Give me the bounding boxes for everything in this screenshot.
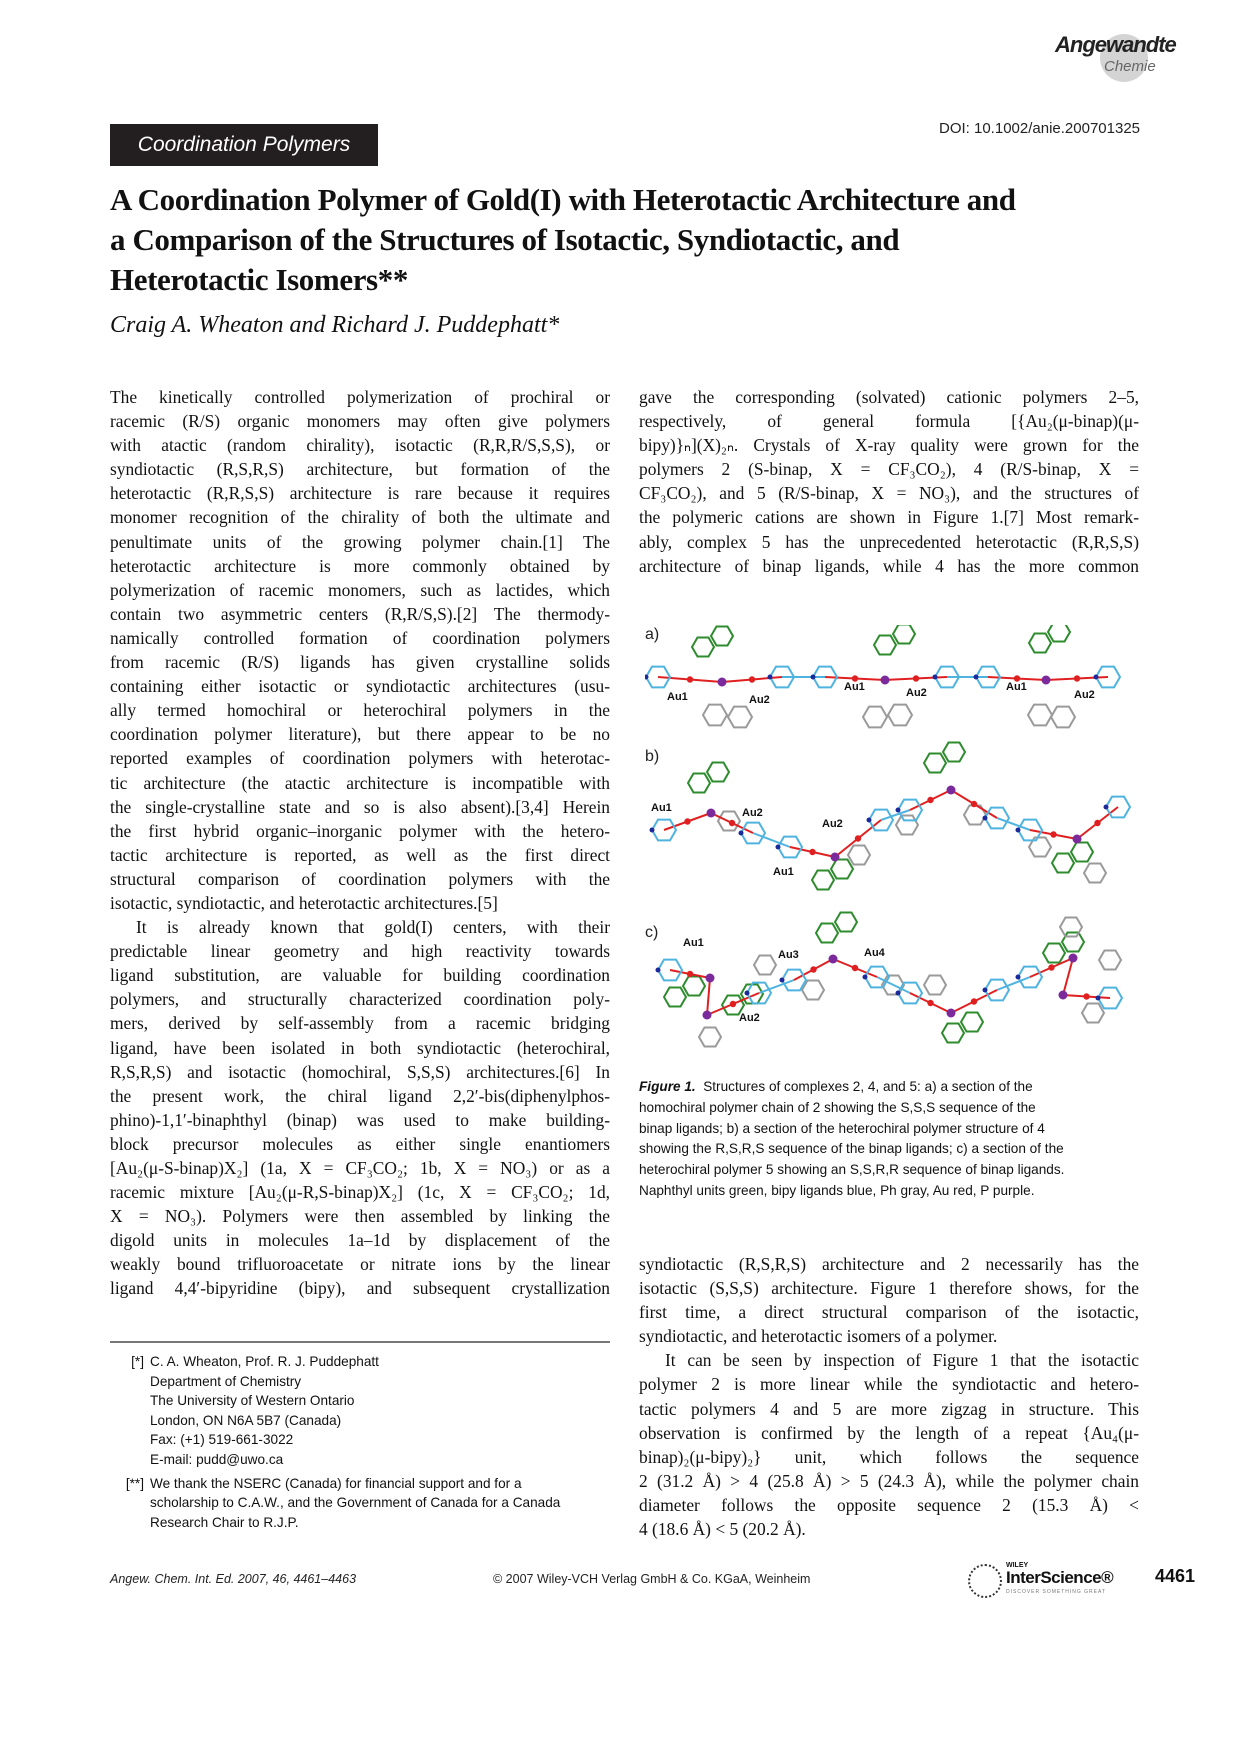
body-text-line: [Au₂(μ-S-binap)X₂] (1a, X = CF₃CO₂; 1b, X = NO₃) or as a bbox=[110, 1158, 610, 1178]
atom-label: Au2 bbox=[1074, 689, 1095, 701]
body-text-line: tic architecture (the atactic architecture is incompatible with bbox=[110, 772, 610, 793]
footnote-line: Research Chair to R.J.P. bbox=[150, 1514, 299, 1530]
naphthyl-ring bbox=[664, 988, 686, 1007]
caption-label: Figure 1. bbox=[639, 1079, 696, 1094]
body-text-line: tactic polymers 4 and 5 are more zigzag in structure. This bbox=[639, 1398, 1139, 1419]
atom-label: Au1 bbox=[667, 691, 688, 703]
naphthyl-ring bbox=[893, 625, 915, 644]
phenyl-ring bbox=[1084, 864, 1106, 883]
phenyl-ring bbox=[896, 816, 918, 835]
phosphorus-atom bbox=[829, 955, 838, 964]
body-text-line: ligand, have been isolated in both syndiotactic (heterochiral, bbox=[110, 1037, 610, 1058]
body-text-line: ally termed homochiral or heterochiral polymers in the bbox=[110, 700, 610, 721]
title-line: Heterotactic Isomers** bbox=[110, 262, 408, 297]
body-text-line: structural comparison of coordination polymers with the bbox=[110, 868, 610, 889]
phenyl-ring bbox=[1051, 707, 1075, 728]
phosphorus-atom bbox=[707, 809, 716, 818]
body-text-line: respectively, of general formula [{Au₂(μ-binap)(μ- bbox=[639, 411, 1139, 432]
body-text-line: phino)-1,1′-binaphthyl (binap) was used to make building- bbox=[110, 1109, 610, 1130]
phosphorus-atom bbox=[1069, 954, 1078, 963]
naphthyl-ring bbox=[688, 774, 710, 793]
nitrogen-atom bbox=[1104, 805, 1109, 810]
body-text-line: 2 (31.2 Å) > 4 (25.8 Å) > 5 (24.3 Å), while the polymer chain bbox=[639, 1470, 1139, 1491]
phenyl-ring bbox=[863, 707, 887, 728]
naphthyl-ring bbox=[683, 977, 705, 996]
section-tag: Coordination Polymers bbox=[110, 124, 378, 166]
gold-atom bbox=[684, 818, 690, 824]
logo-wiley: WILEY bbox=[1006, 1562, 1029, 1569]
caption-line: homochiral polymer chain of 2 showing the S,S,S sequence of the bbox=[639, 1099, 1036, 1115]
body-text-line: namically controlled formation of coordination polymers bbox=[110, 627, 610, 648]
body-text-line: containing either isotactic or syndiotactic architectures (usu- bbox=[110, 676, 610, 697]
body-text-line: CF₃CO₂), and 5 (R/S-binap, X = NO₃), and the structures of bbox=[639, 483, 1139, 504]
naphthyl-ring bbox=[1043, 944, 1065, 963]
footnote-line: E-mail: pudd@uwo.ca bbox=[150, 1451, 284, 1467]
nitrogen-atom bbox=[1094, 675, 1099, 680]
body-text-line: ligand 4,4′-bipyridine (bipy), and subsequent crystallization bbox=[110, 1278, 610, 1299]
body-text-line: ligand substitution, are valuable for building coordination bbox=[110, 965, 610, 986]
gold-atom bbox=[1050, 831, 1056, 837]
atom-label: Au1 bbox=[1006, 681, 1027, 693]
page-number: 4461 bbox=[1155, 1566, 1196, 1586]
gold-atom bbox=[927, 797, 933, 803]
phenyl-ring bbox=[924, 976, 946, 995]
footnote-line: Department of Chemistry bbox=[150, 1373, 302, 1389]
gold-atom bbox=[971, 801, 977, 807]
phosphorus-atom bbox=[881, 676, 890, 685]
body-text-line: block precursor molecules as either single enantiomers bbox=[110, 1133, 610, 1154]
phenyl-ring bbox=[1060, 918, 1082, 937]
nitrogen-atom bbox=[650, 828, 655, 833]
atom-label: Au1 bbox=[651, 802, 672, 814]
footer-copyright: © 2007 Wiley-VCH Verlag GmbH & Co. KGaA, Weinheim bbox=[493, 1572, 811, 1586]
naphthyl-ring bbox=[943, 743, 965, 762]
naphthyl-ring bbox=[1071, 843, 1093, 862]
interscience-logo[interactable] bbox=[968, 1562, 1148, 1598]
gold-atom bbox=[729, 820, 735, 826]
body-text-line: weakly bound trifluoroacetate or nitrate ions by the linear bbox=[110, 1254, 610, 1275]
gold-atom bbox=[809, 849, 815, 855]
body-text-line: heterotactic architecture is more commonly obtained by bbox=[110, 555, 610, 576]
body-text-line: syndiotactic, and heterotactic isomers of a polymer. bbox=[639, 1326, 998, 1347]
footnote-line: We thank the NSERC (Canada) for financial support and for a bbox=[150, 1475, 522, 1491]
bond bbox=[753, 833, 790, 847]
nitrogen-atom bbox=[776, 845, 781, 850]
naphthyl-ring bbox=[711, 627, 733, 646]
gold-atom bbox=[1083, 993, 1089, 999]
panel-label-a: a) bbox=[645, 626, 660, 643]
phosphorus-atom bbox=[1042, 676, 1051, 685]
nitrogen-atom bbox=[933, 675, 938, 680]
body-text-line: the present work, the chiral ligand 2,2′-bis(diphenylphos- bbox=[110, 1085, 610, 1106]
naphthyl-ring bbox=[924, 754, 946, 773]
atom-label: Au2 bbox=[906, 687, 927, 699]
body-text-line: the first hybrid organic–inorganic polymer with the hetero- bbox=[110, 820, 610, 841]
footnote-line: London, ON N6A 5B7 (Canada) bbox=[150, 1412, 342, 1428]
naphthyl-ring bbox=[942, 1024, 964, 1043]
body-text-line: the polymeric cations are shown in Figure 1.[7] Most remark- bbox=[639, 507, 1139, 528]
phenyl-ring bbox=[703, 705, 727, 726]
nitrogen-atom bbox=[863, 975, 868, 980]
phenyl-ring bbox=[888, 705, 912, 726]
phosphorus-atom bbox=[703, 1011, 712, 1020]
authors: Craig A. Wheaton and Richard J. Puddephatt* bbox=[110, 312, 560, 338]
atom-label: Au2 bbox=[822, 818, 843, 830]
naphthyl-ring bbox=[816, 924, 838, 943]
figure-1-structures bbox=[645, 625, 1135, 1070]
phosphorus-atom bbox=[718, 678, 727, 687]
phenyl-ring bbox=[728, 707, 752, 728]
body-text-line: digold units in molecules 1a–1d by displacement of the bbox=[110, 1230, 610, 1251]
caption-line: Naphthyl units green, bipy ligands blue, Ph gray, Au red, P purple. bbox=[639, 1182, 1035, 1198]
phosphorus-atom bbox=[1059, 991, 1068, 1000]
gold-atom bbox=[749, 676, 755, 682]
nitrogen-atom bbox=[739, 831, 744, 836]
gold-atom bbox=[1094, 820, 1100, 826]
caption-line: heterochiral polymer 5 showing an S,S,R,R sequence of binap ligands. bbox=[639, 1162, 1065, 1178]
caption-line: showing the R,S,R,S sequence of the binap ligands; c) a section of the bbox=[639, 1141, 1064, 1157]
atom-label: Au3 bbox=[778, 949, 799, 961]
body-text-line: reported examples of coordination polymers with heterotac- bbox=[110, 748, 610, 769]
gold-atom bbox=[852, 965, 858, 971]
phenyl-ring bbox=[1099, 951, 1121, 970]
nitrogen-atom bbox=[745, 991, 750, 996]
nitrogen-atom bbox=[1016, 828, 1021, 833]
body-text-line: penultimate units of the growing polymer chain.[1] The bbox=[110, 531, 610, 552]
atom-label: Au1 bbox=[844, 681, 865, 693]
panel-label-c: c) bbox=[645, 924, 659, 941]
body-text-line: polymers, and structurally characterized coordination poly- bbox=[110, 989, 610, 1010]
phenyl-ring bbox=[699, 1028, 721, 1047]
caption-line: Structures of complexes 2, 4, and 5: a) a section of the bbox=[703, 1079, 1033, 1094]
phenyl-ring bbox=[1028, 705, 1052, 726]
nitrogen-atom bbox=[1096, 996, 1101, 1001]
atom-label: Au2 bbox=[739, 1012, 760, 1024]
nitrogen-atom bbox=[656, 968, 661, 973]
naphthyl-ring bbox=[1052, 854, 1074, 873]
title-line: a Comparison of the Structures of Isotactic, Syndiotactic, and bbox=[110, 222, 900, 257]
nitrogen-atom bbox=[983, 988, 988, 993]
phosphorus-atom bbox=[1073, 835, 1082, 844]
nitrogen-atom bbox=[974, 675, 979, 680]
body-text-line: syndiotactic (R,S,R,S) architecture and 2 necessarily has the bbox=[639, 1254, 1139, 1274]
naphthyl-ring bbox=[812, 871, 834, 890]
footnote-line: Fax: (+1) 519-661-3022 bbox=[150, 1432, 294, 1448]
body-right-column-top bbox=[639, 385, 1139, 578]
gold-atom bbox=[913, 675, 919, 681]
body-right-column-bottom bbox=[639, 1252, 1139, 1541]
phenyl-ring bbox=[1082, 1004, 1104, 1023]
nitrogen-atom bbox=[1016, 975, 1021, 980]
body-text-line: monomer recognition of the chirality of both the ultimate and bbox=[110, 507, 610, 528]
gold-atom bbox=[855, 835, 861, 841]
atom-label: Au4 bbox=[864, 947, 885, 959]
footer-citation: Angew. Chem. Int. Ed. 2007, 46, 4461–4463 bbox=[110, 1572, 357, 1586]
footnote-mark: [**] bbox=[125, 1475, 144, 1491]
body-text-line: R,S,R,S) and isotactic (homochiral, S,S,S) architectures.[6] In bbox=[110, 1061, 610, 1082]
body-left-column bbox=[110, 385, 610, 1301]
naphthyl-ring bbox=[1048, 625, 1070, 642]
gold-atom bbox=[1074, 675, 1080, 681]
naphthyl-ring bbox=[692, 638, 714, 657]
footnote bbox=[110, 1352, 630, 1470]
bond bbox=[707, 978, 710, 1015]
phenyl-ring bbox=[802, 981, 824, 1000]
phosphorus-atom bbox=[947, 786, 956, 795]
body-text-line: predictable linear geometry and high reactivity towards bbox=[110, 941, 610, 962]
naphthyl-ring bbox=[707, 763, 729, 782]
footnote-line: The University of Western Ontario bbox=[150, 1393, 355, 1409]
footnote-line: C. A. Wheaton, Prof. R. J. Puddephatt bbox=[150, 1354, 379, 1369]
atom-label: Au2 bbox=[749, 694, 770, 706]
logo-interscience: InterScience® bbox=[1006, 1568, 1114, 1587]
logo-sub-text: Chemie bbox=[1104, 58, 1156, 75]
body-text-line: syndiotactic (R,S,R,S) architecture, but formation of the bbox=[110, 459, 610, 480]
footnote-mark: [*] bbox=[131, 1354, 144, 1369]
body-text-line: mers, derived by self-assembly from a racemic bridging bbox=[110, 1013, 610, 1034]
body-text-line: contain two asymmetric centers (R,R/S,S).[2] The thermody- bbox=[110, 603, 610, 624]
nitrogen-atom bbox=[867, 818, 872, 823]
body-text-line: bipy)}ₙ](X)₂ₙ. Crystals of X-ray quality were grown for the bbox=[639, 435, 1139, 456]
caption-line: binap ligands; b) a section of the heterochiral polymer structure of 4 bbox=[639, 1120, 1045, 1136]
panel-label-b: b) bbox=[645, 748, 660, 765]
body-text-line: polymerization of racemic monomers, such as lactides, which bbox=[110, 579, 610, 600]
gold-atom bbox=[687, 971, 693, 977]
body-text-line: observation is confirmed by the length of a repeat {Au₄(μ- bbox=[639, 1422, 1139, 1443]
gold-atom bbox=[730, 1001, 736, 1007]
body-text-line: It is already known that gold(I) centers, with their bbox=[136, 917, 610, 938]
phenyl-ring bbox=[848, 846, 870, 865]
title-line: A Coordination Polymer of Gold(I) with Heterotactic Architecture and bbox=[110, 182, 1016, 217]
gold-atom bbox=[810, 966, 816, 972]
nitrogen-atom bbox=[896, 808, 901, 813]
body-text-line: 4 (18.6 Å) < 5 (20.2 Å). bbox=[639, 1519, 806, 1540]
body-text-line: isotactic (S,S,S) architecture. Figure 1 therefore shows, for the bbox=[639, 1278, 1139, 1299]
naphthyl-ring bbox=[835, 913, 857, 932]
phosphorus-atom bbox=[831, 853, 840, 862]
figure-1 bbox=[645, 625, 1135, 1070]
body-text-line: architecture of binap ligands, while 4 has the more common bbox=[639, 555, 1139, 576]
globe-icon bbox=[968, 1564, 1002, 1598]
footnotes bbox=[110, 1352, 630, 1536]
body-text-line: polymer 2 is more linear while the syndiotactic and hetero- bbox=[639, 1374, 1139, 1395]
nitrogen-atom bbox=[896, 991, 901, 996]
atom-label: Au1 bbox=[683, 937, 704, 949]
body-text-line: racemic (R/S) organic monomers may often give polymers bbox=[110, 411, 610, 432]
phosphorus-atom bbox=[706, 974, 715, 983]
nitrogen-atom bbox=[983, 816, 988, 821]
naphthyl-ring bbox=[961, 1013, 983, 1032]
body-text-line: gave the corresponding (solvated) cationic polymers 2–5, bbox=[639, 387, 1139, 407]
bond bbox=[1063, 958, 1073, 995]
body-text-line: from racemic (R/S) ligands has given crystalline solids bbox=[110, 652, 610, 673]
phosphorus-atom bbox=[947, 1009, 956, 1018]
nitrogen-atom bbox=[811, 675, 816, 680]
phenyl-ring bbox=[754, 956, 776, 975]
body-text-line: heterotactic (R,R,S,S) architecture is rare because it requires bbox=[110, 483, 610, 504]
footnote-divider bbox=[110, 1341, 610, 1343]
gold-atom bbox=[687, 676, 693, 682]
logo-tagline: DISCOVER SOMETHING GREAT bbox=[1006, 1589, 1107, 1595]
naphthyl-ring bbox=[831, 860, 853, 879]
body-text-line: polymers 2 (S-binap, X = CF₃CO₂), 4 (R/S-binap, X = bbox=[639, 459, 1139, 480]
atom-label: Au2 bbox=[742, 807, 763, 819]
article-title bbox=[110, 180, 1150, 300]
nitrogen-atom bbox=[768, 675, 773, 680]
body-text-line: with atactic (random chirality), isotactic (R,R,R/S,S,S), or bbox=[110, 435, 610, 456]
body-text-line: binap)₂(μ-bipy)₂} unit, which follows the sequence bbox=[639, 1446, 1139, 1467]
naphthyl-ring bbox=[1029, 634, 1051, 653]
gold-atom bbox=[927, 1000, 933, 1006]
journal-logo bbox=[1040, 26, 1176, 86]
gold-atom bbox=[1048, 964, 1054, 970]
doi[interactable]: DOI: 10.1002/anie.200701325 bbox=[939, 120, 1140, 137]
naphthyl-ring bbox=[874, 636, 896, 655]
body-text-line: ably, complex 5 has the unprecedented heterotactic (R,R,S,S) bbox=[639, 531, 1139, 552]
footnote-line: scholarship to C.A.W., and the Government of Canada for a Canada bbox=[150, 1495, 561, 1511]
footnote bbox=[110, 1474, 630, 1533]
body-text-line: tactic architecture is reported, as well as the first direct bbox=[110, 844, 610, 865]
body-text-line: diameter follows the opposite sequence 2 (15.3 Å) < bbox=[639, 1494, 1139, 1515]
atom-label: Au1 bbox=[773, 866, 794, 878]
body-text-line: The kinetically controlled polymerization of prochiral or bbox=[110, 387, 610, 407]
gold-atom bbox=[971, 998, 977, 1004]
body-text-line: It can be seen by inspection of Figure 1 that the isotactic bbox=[665, 1350, 1139, 1371]
body-text-line: racemic mixture [Au₂(μ-R,S-binap)X₂] (1c, X = CF₃CO₂; 1d, bbox=[110, 1182, 610, 1203]
figure-caption bbox=[639, 1077, 1139, 1202]
nitrogen-atom bbox=[780, 978, 785, 983]
logo-main-text: Angewandte bbox=[1055, 32, 1176, 57]
body-text-line: isotactic, syndiotactic, and heterotactic architectures.[5] bbox=[110, 892, 498, 913]
body-text-line: coordination polymer literature), but there appear to be no bbox=[110, 724, 610, 745]
body-text-line: the single-crystalline state and so is also absent).[3,4] Herein bbox=[110, 796, 610, 817]
body-text-line: X = NO₃). Polymers were then assembled by linking the bbox=[110, 1206, 610, 1227]
body-text-line: first time, a direct structural comparison of the isotactic, bbox=[639, 1302, 1139, 1323]
